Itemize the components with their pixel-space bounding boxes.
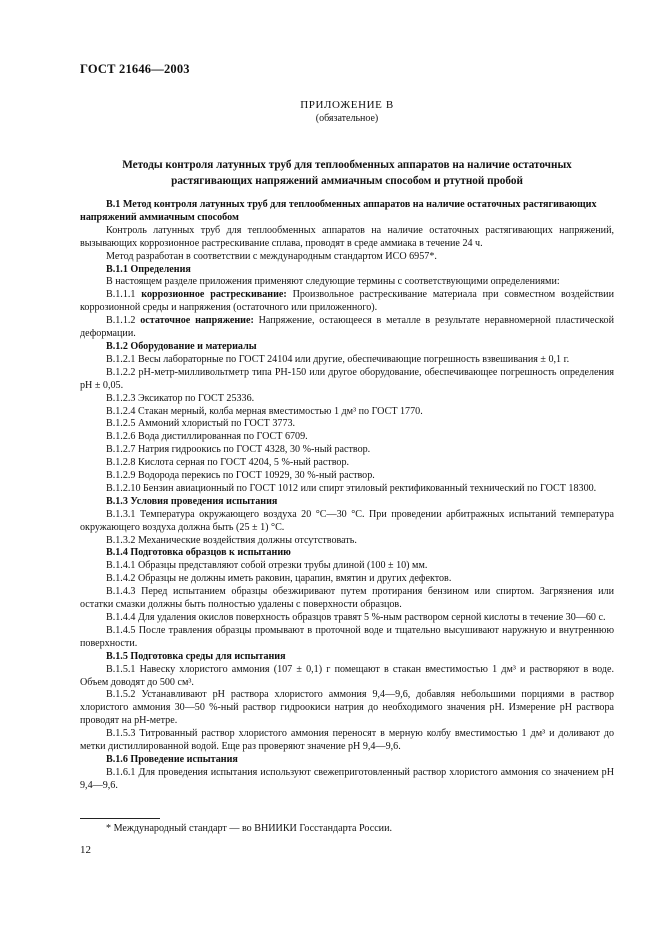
paragraph bbox=[80, 315, 614, 341]
standard-header: ГОСТ 21646—2003 bbox=[80, 62, 190, 76]
paragraph: В настоящем разделе приложения применяют следующие термины с соответствующими определениями: bbox=[106, 276, 560, 288]
paragraph: В.1.5.1 Навеску хлористого аммония (107 ± 0,1) г помещают в стакан вместимостью 1 дм³ и растворяют в воде. Объем доводят до 500 см³. bbox=[80, 663, 614, 688]
paragraph: В.1.2.4 Стакан мерный, колба мерная вместимостью 1 дм³ по ГОСТ 1770. bbox=[106, 405, 423, 417]
page-content bbox=[80, 62, 614, 793]
appendix-title bbox=[80, 158, 614, 189]
section-heading: В.1.4 Подготовка образцов к испытанию bbox=[106, 547, 291, 559]
paragraph: В.1.4.3 Перед испытанием образцы обезжиривают путем протирания бензином или спиртом. Загрязнения или остатки смазки должны быть полностью удалены с поверхности образцов. bbox=[80, 586, 614, 611]
clause-number: В.1.1.1 bbox=[106, 289, 136, 301]
appendix-label: ПРИЛОЖЕНИЕ В bbox=[300, 99, 394, 111]
document-body bbox=[80, 199, 614, 793]
paragraph bbox=[80, 289, 614, 315]
footnote-rule bbox=[80, 818, 160, 819]
paragraph: В.1.2.6 Вода дистиллированная по ГОСТ 6709. bbox=[106, 431, 308, 443]
definition: Произвольное растрескивание материала при совместном воздействии коррозионной среды и напряжения (остаточного или приложенного). bbox=[80, 289, 614, 314]
section-heading: В.1.3 Условия проведения испытания bbox=[106, 495, 278, 507]
paragraph: В.1.6.1 Для проведения испытания используют свежеприготовленный раствор хлористого аммония со значением pH 9,4—9,6. bbox=[80, 766, 614, 791]
paragraph: В.1.4.1 Образцы представляют собой отрезки трубы длиной (100 ± 10) мм. bbox=[106, 560, 428, 572]
paragraph: Контроль латунных труб для теплообменных аппаратов на наличие остаточных растягивающих напряжений, вызывающих коррозионное растрескивание сплава, проводят в среде аммиака в течение 24 ч. bbox=[80, 224, 614, 249]
appendix-status: (обязательное) bbox=[315, 113, 379, 124]
section-heading: В.1.6 Проведение испытания bbox=[106, 753, 238, 765]
section-heading: В.1.2 Оборудование и материалы bbox=[106, 340, 257, 352]
section-heading: В.1.5 Подготовка среды для испытания bbox=[106, 650, 286, 662]
paragraph: Метод разработан в соответствии с международным стандартом ИСО 6957*. bbox=[106, 250, 437, 262]
footnote: * Международный стандарт — во ВНИИКИ Госстандарта России. bbox=[106, 823, 393, 834]
title-line: Методы контроля латунных труб для теплообменных аппаратов на наличие остаточных bbox=[122, 159, 572, 171]
section-heading: В.1 Метод контроля латунных труб для теплообменных аппаратов на наличие остаточных растягивающих напряжений аммиачным способом bbox=[80, 199, 597, 223]
appendix-heading bbox=[80, 99, 614, 125]
paragraph: В.1.2.5 Аммоний хлористый по ГОСТ 3773. bbox=[106, 418, 296, 430]
paragraph: В.1.2.7 Натрия гидроокись по ГОСТ 4328, 30 %-ный раствор. bbox=[106, 444, 371, 456]
page-number: 12 bbox=[80, 844, 91, 856]
section-heading: В.1.1 Определения bbox=[106, 263, 191, 275]
paragraph: В.1.4.4 Для удаления окислов поверхность образцов травят 5 %-ным раствором серной кислоты в течение 30—60 с. bbox=[106, 612, 606, 623]
paragraph: В.1.2.10 Бензин авиационный по ГОСТ 1012 или спирт этиловый ректификованный технический по ГОСТ 18300. bbox=[106, 482, 597, 494]
term: коррозионное растрескивание: bbox=[141, 289, 287, 301]
paragraph: В.1.2.8 Кислота серная по ГОСТ 4204, 5 %-ный раствор. bbox=[106, 457, 350, 469]
paragraph: В.1.5.2 Устанавливают pH раствора хлористого аммония 9,4—9,6, добавляя небольшими порциями в раствор хлористого аммония 30—50 %-ный раствор гидроокиси натрия до необходимого значения pH. Измерение pH раствора проводят на pH-метре. bbox=[80, 689, 614, 727]
paragraph: В.1.3.2 Механические воздействия должны отсутствовать. bbox=[106, 534, 357, 546]
paragraph: В.1.2.9 Водорода перекись по ГОСТ 10929, 30 %-ный раствор. bbox=[106, 470, 375, 482]
paragraph: В.1.5.3 Титрованный раствор хлористого аммония переносят в мерную колбу вместимостью 1 дм³ и доливают до метки дистиллированной водой. Еще раз проверяют значение pH 9,4—9,6. bbox=[80, 728, 614, 753]
paragraph: В.1.2.1 Весы лабораторные по ГОСТ 24104 или другие, обеспечивающие погрешность взвешивания ± 0,1 г. bbox=[106, 353, 570, 365]
term: остаточное напряжение: bbox=[140, 315, 254, 327]
clause-number: В.1.1.2 bbox=[106, 315, 136, 327]
paragraph: В.1.2.2 pH-метр-милливольтметр типа PH-150 или другое оборудование, обеспечивающее погрешность определения pH ± 0,05. bbox=[80, 366, 614, 391]
definition: Напряжение, остающееся в металле в результате неравномерной пластической деформации. bbox=[80, 315, 614, 340]
paragraph: В.1.4.2 Образцы не должны иметь раковин, царапин, вмятин и других дефектов. bbox=[106, 573, 452, 585]
paragraph: В.1.2.3 Эксикатор по ГОСТ 25336. bbox=[106, 392, 255, 404]
paragraph: В.1.3.1 Температура окружающего воздуха 20 °С—30 °С. При проведении арбитражных испытаний температура окружающего воздуха должна быть (25 ± 1) °С. bbox=[80, 508, 614, 533]
title-line: растягивающих напряжений аммиачным способом и ртутной пробой bbox=[171, 174, 523, 187]
paragraph: В.1.4.5 После травления образцы промывают в проточной воде и тщательно высушивают наружную и внутреннюю поверхности. bbox=[80, 624, 614, 649]
